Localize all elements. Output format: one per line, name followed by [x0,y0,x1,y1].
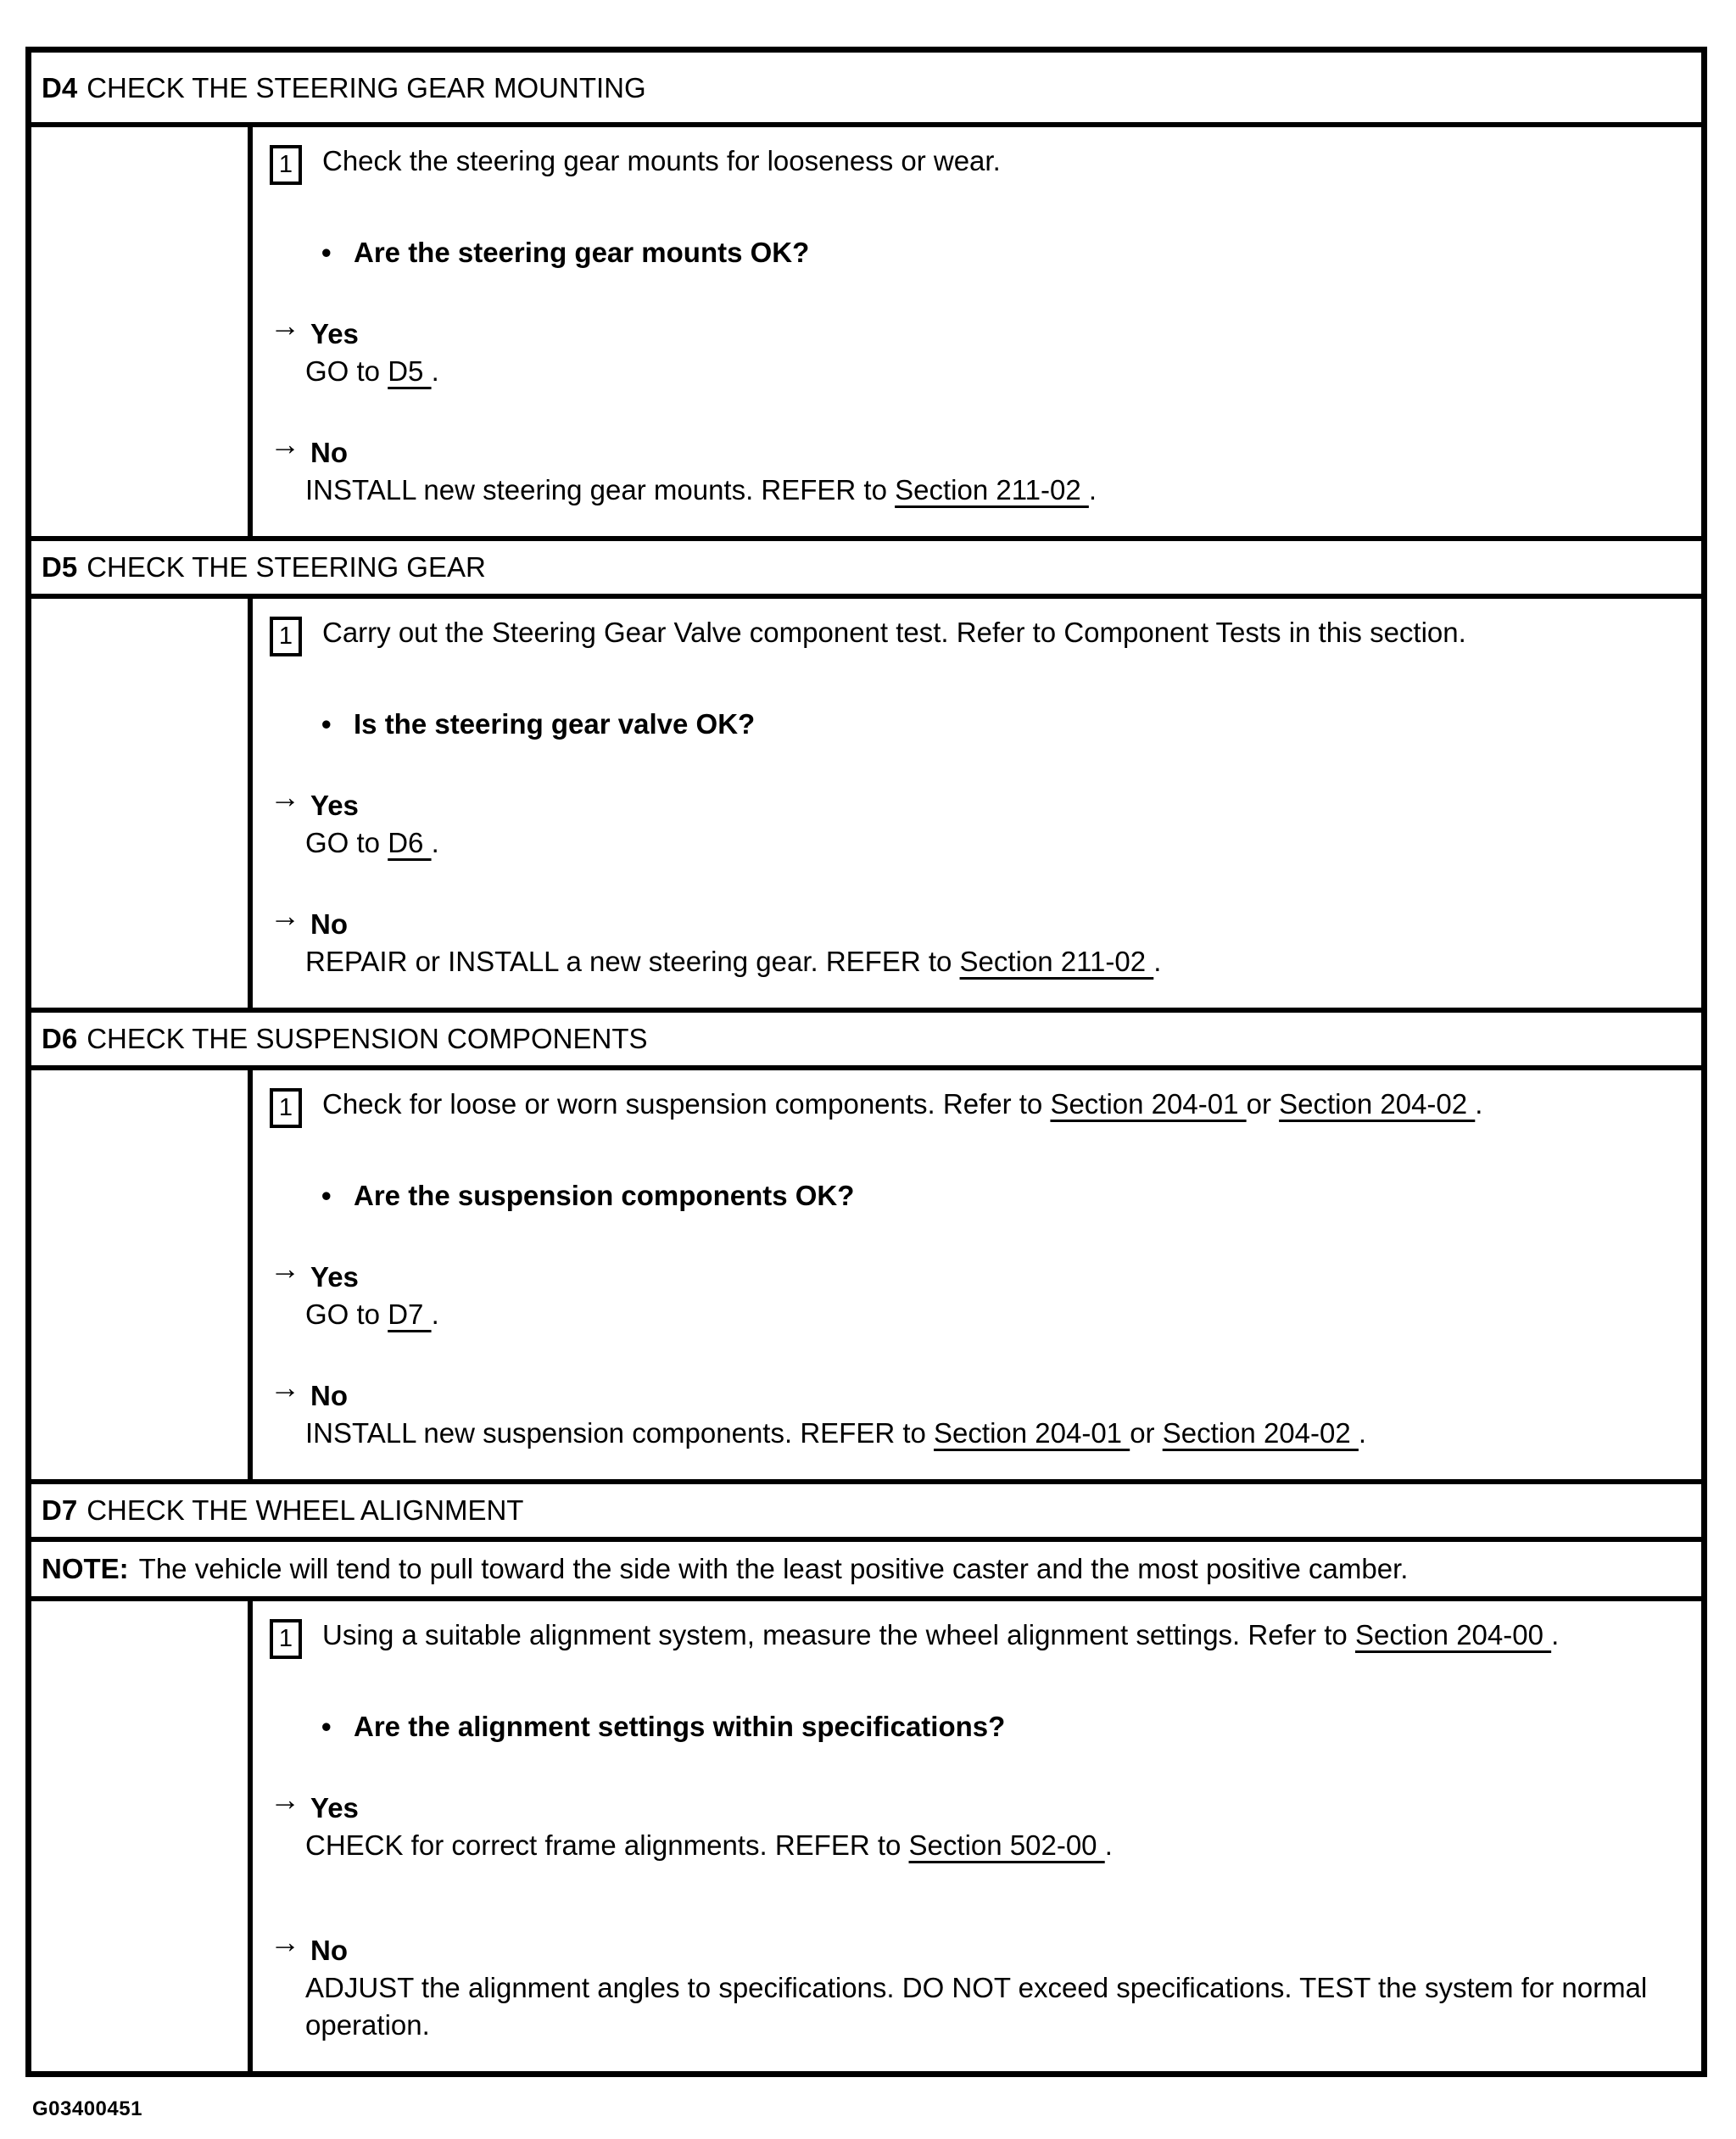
action-text-segment: CHECK for correct frame alignments. REFER to [305,1829,909,1861]
section-title: CHECK THE STEERING GEAR [87,551,486,583]
step-text-segment: Check for loose or worn suspension components. Refer to [322,1088,1051,1120]
test-section-d4 [31,53,1701,541]
no-branch [270,1370,1693,1452]
test-step [270,614,1693,656]
note-text: The vehicle will tend to pull toward the side with the least positive caster and the most positive camber. [138,1553,1409,1584]
section-id: D4 [42,72,78,103]
action-text-segment: . [431,827,439,858]
action-text-segment: ADJUST the alignment angles to specifications. DO NOT exceed specifications. TEST the system for normal operation. [305,1972,1648,2041]
no-branch-head [270,898,1693,943]
test-step-cell [253,1070,1701,1479]
action-text-segment: . [1358,1417,1367,1449]
step-instruction [322,614,1693,656]
section-title: CHECK THE STEERING GEAR MOUNTING [87,72,646,103]
arrow-right-icon: → [270,1924,300,1959]
no-branch-head [270,427,1693,472]
bullet-icon: • [321,708,332,740]
action-text-segment: GO to [305,1298,388,1330]
step-question [321,706,1693,743]
step-number-box: 1 [270,617,302,656]
arrow-right-icon: → [270,1782,300,1817]
arrow-right-icon: → [270,308,300,343]
section-body-d4 [31,127,1701,541]
step-number-box: 1 [270,1619,302,1659]
step-text-segment: Check the steering gear mounts for looseness or wear. [322,145,1001,176]
no-label: No [310,1380,348,1411]
yes-label: Yes [310,790,359,821]
no-action [305,1969,1693,2044]
section-id: D5 [42,551,78,583]
section-204-01-link[interactable]: Section 204-01 [1050,1088,1247,1120]
note-label: NOTE: [42,1553,129,1584]
yes-label: Yes [310,318,359,349]
question-text: Are the suspension components OK? [354,1180,855,1211]
result-action-cell [31,127,253,536]
action-text-segment: REPAIR or INSTALL a new steering gear. REFER to [305,946,960,977]
yes-branch-head [270,308,1693,353]
yes-action [305,824,1693,862]
step-instruction [322,1086,1693,1128]
yes-branch-head [270,1782,1693,1827]
question-text: Is the steering gear valve OK? [354,708,756,740]
section-header-d5 [31,541,1701,599]
section-title: CHECK THE SUSPENSION COMPONENTS [87,1023,648,1054]
no-branch-head [270,1370,1693,1415]
bullet-icon: • [321,1180,332,1211]
action-text-segment: . [1088,474,1097,505]
result-action-cell [31,599,253,1008]
section-body-d5 [31,599,1701,1013]
section-header-d4 [31,53,1701,127]
yes-branch [270,779,1693,862]
no-branch-head [270,1924,1693,1969]
go-to-d5-link[interactable]: D5 [388,355,432,387]
arrow-right-icon: → [270,1370,300,1405]
action-text-segment: . [1153,946,1162,977]
no-action [305,943,1693,980]
arrow-right-icon: → [270,779,300,814]
section-id: D6 [42,1023,78,1054]
yes-action [305,1827,1693,1864]
section-204-02-link[interactable]: Section 204-02 [1279,1088,1476,1120]
test-step [270,1617,1693,1659]
bullet-icon: • [321,1711,332,1742]
test-section-d6 [31,1013,1701,1484]
action-text-segment: or [1130,1417,1163,1449]
step-question [321,234,1693,271]
section-204-00-link[interactable]: Section 204-00 [1354,1619,1552,1650]
step-question [321,1708,1693,1745]
test-step-cell [253,1601,1701,2071]
action-text-segment: . [431,1298,439,1330]
go-to-d6-link[interactable]: D6 [388,827,432,858]
test-step-cell [253,599,1701,1008]
step-instruction [322,142,1693,185]
section-502-00-link[interactable]: Section 502-00 [908,1829,1105,1861]
yes-label: Yes [310,1261,359,1293]
no-label: No [310,908,348,940]
test-step-cell [253,127,1701,536]
test-section-d5 [31,541,1701,1013]
no-action [305,472,1693,509]
result-action-cell [31,1070,253,1479]
yes-branch [270,1782,1693,1864]
section-211-02-link[interactable]: Section 211-02 [895,474,1089,505]
section-header-d6 [31,1013,1701,1070]
yes-label: Yes [310,1792,359,1823]
note-row [31,1542,1701,1601]
action-text-segment: INSTALL new steering gear mounts. REFER to [305,474,896,505]
no-branch [270,898,1693,980]
step-text-segment: Carry out the Steering Gear Valve component test. Refer to Component Tests in this section. [322,617,1466,648]
action-text-segment: GO to [305,827,388,858]
step-text-segment: or [1246,1088,1280,1120]
bullet-icon: • [321,237,332,268]
yes-branch-head [270,779,1693,824]
section-header-d7 [31,1484,1701,1542]
test-step [270,1086,1693,1128]
figure-code: G03400451 [32,2097,142,2120]
go-to-d7-link[interactable]: D7 [388,1298,432,1330]
action-text-segment: GO to [305,355,388,387]
section-204-02-link[interactable]: Section 204-02 [1162,1417,1359,1449]
no-label: No [310,437,348,468]
question-text: Are the alignment settings within specifications? [354,1711,1006,1742]
test-step [270,142,1693,185]
section-id: D7 [42,1494,78,1526]
question-text: Are the steering gear mounts OK? [354,237,810,268]
step-number-box: 1 [270,1088,302,1128]
yes-branch [270,308,1693,390]
action-text-segment: . [1104,1829,1113,1861]
section-body-d6 [31,1070,1701,1484]
section-211-02-link[interactable]: Section 211-02 [959,946,1154,977]
no-branch [270,427,1693,509]
no-action [305,1415,1693,1452]
no-label: No [310,1935,348,1966]
yes-branch-head [270,1251,1693,1296]
arrow-right-icon: → [270,898,300,933]
step-question [321,1177,1693,1215]
no-branch [270,1924,1693,2044]
arrow-right-icon: → [270,1251,300,1286]
yes-action [305,1296,1693,1333]
step-text-segment: . [1551,1619,1560,1650]
step-text-segment: Using a suitable alignment system, measure the wheel alignment settings. Refer to [322,1619,1355,1650]
step-instruction [322,1617,1693,1659]
pinpoint-test-table [25,47,1707,2077]
section-body-d7 [31,1601,1701,2071]
yes-action [305,353,1693,390]
step-text-segment: . [1475,1088,1483,1120]
step-number-box: 1 [270,145,302,185]
test-section-d7 [31,1484,1701,2071]
yes-branch [270,1251,1693,1333]
result-action-cell [31,1601,253,2071]
section-title: CHECK THE WHEEL ALIGNMENT [87,1494,524,1526]
section-204-01-link[interactable]: Section 204-01 [934,1417,1130,1449]
pinpoint-test-document [25,47,1707,2121]
action-text-segment: INSTALL new suspension components. REFER to [305,1417,935,1449]
action-text-segment: . [431,355,439,387]
arrow-right-icon: → [270,427,300,461]
